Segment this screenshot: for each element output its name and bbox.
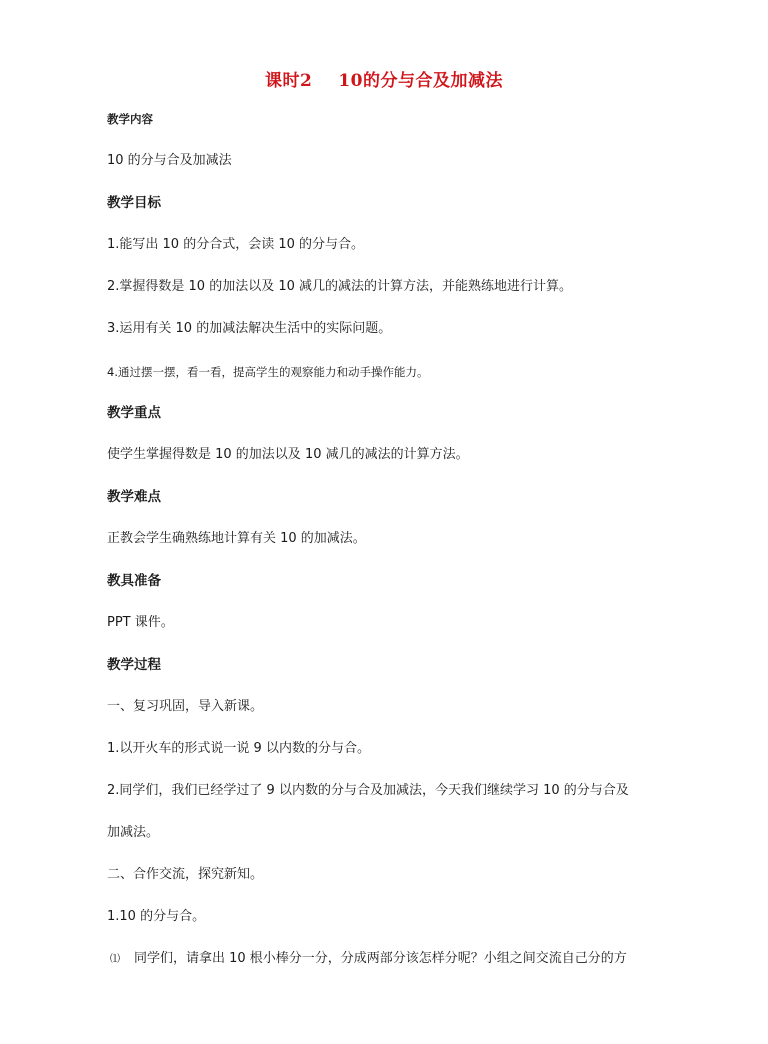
sub-item-text: 同学们，请拿出 10 根小棒分一分，分成两部分该怎样分呢？小组之间交流自己分的方	[134, 951, 627, 966]
process-step1-item: 1.以开火车的形式说一说 9 以内数的分与合。	[107, 741, 370, 756]
process-step1-item: 2.同学们，我们已经学过了 9 以内数的分与合及加减法，今天我们继续学习 10 的分与合及	[107, 783, 629, 798]
objective-item: 3.运用有关 10 的加减法解决生活中的实际问题。	[107, 321, 392, 336]
process-step2-sub: 1.10 的分与合。	[107, 909, 206, 924]
sub-item-number: ⑴	[110, 954, 120, 965]
difficulties-heading: 教学难点	[107, 489, 161, 505]
key-points-text: 使学生掌握得数是 10 的加法以及 10 减几的减法的计算方法。	[107, 447, 469, 462]
title-topic: 10的分与合及加减法	[338, 71, 503, 91]
objective-item: 1.能写出 10 的分合式，会读 10 的分与合。	[107, 237, 365, 252]
difficulties-text: 正教会学生确熟练地计算有关 10 的加减法。	[107, 531, 366, 546]
page-title	[0, 66, 768, 91]
title-lesson-number: 课时2	[264, 71, 313, 91]
process-step1-item-continued: 加减法。	[107, 825, 160, 840]
process-step1-title: 一、复习巩固，导入新课。	[107, 699, 264, 714]
objective-item: 2.掌握得数是 10 的加法以及 10 减几的减法的计算方法，并能熟练地进行计算。	[107, 279, 573, 294]
objective-item: 4.通过摆一摆，看一看，提高学生的观察能力和动手操作能力。	[107, 365, 429, 379]
tools-text: PPT 课件。	[107, 615, 174, 630]
process-step2-sub1	[110, 950, 627, 969]
tools-heading: 教具准备	[107, 573, 161, 589]
key-points-heading: 教学重点	[107, 405, 161, 421]
teaching-content-text: 10 的分与合及加减法	[107, 153, 232, 168]
objectives-heading: 教学目标	[107, 195, 161, 211]
process-heading: 教学过程	[107, 657, 161, 673]
process-step2-title: 二、合作交流，探究新知。	[107, 867, 264, 882]
teaching-content-heading: 教学内容	[107, 112, 153, 126]
